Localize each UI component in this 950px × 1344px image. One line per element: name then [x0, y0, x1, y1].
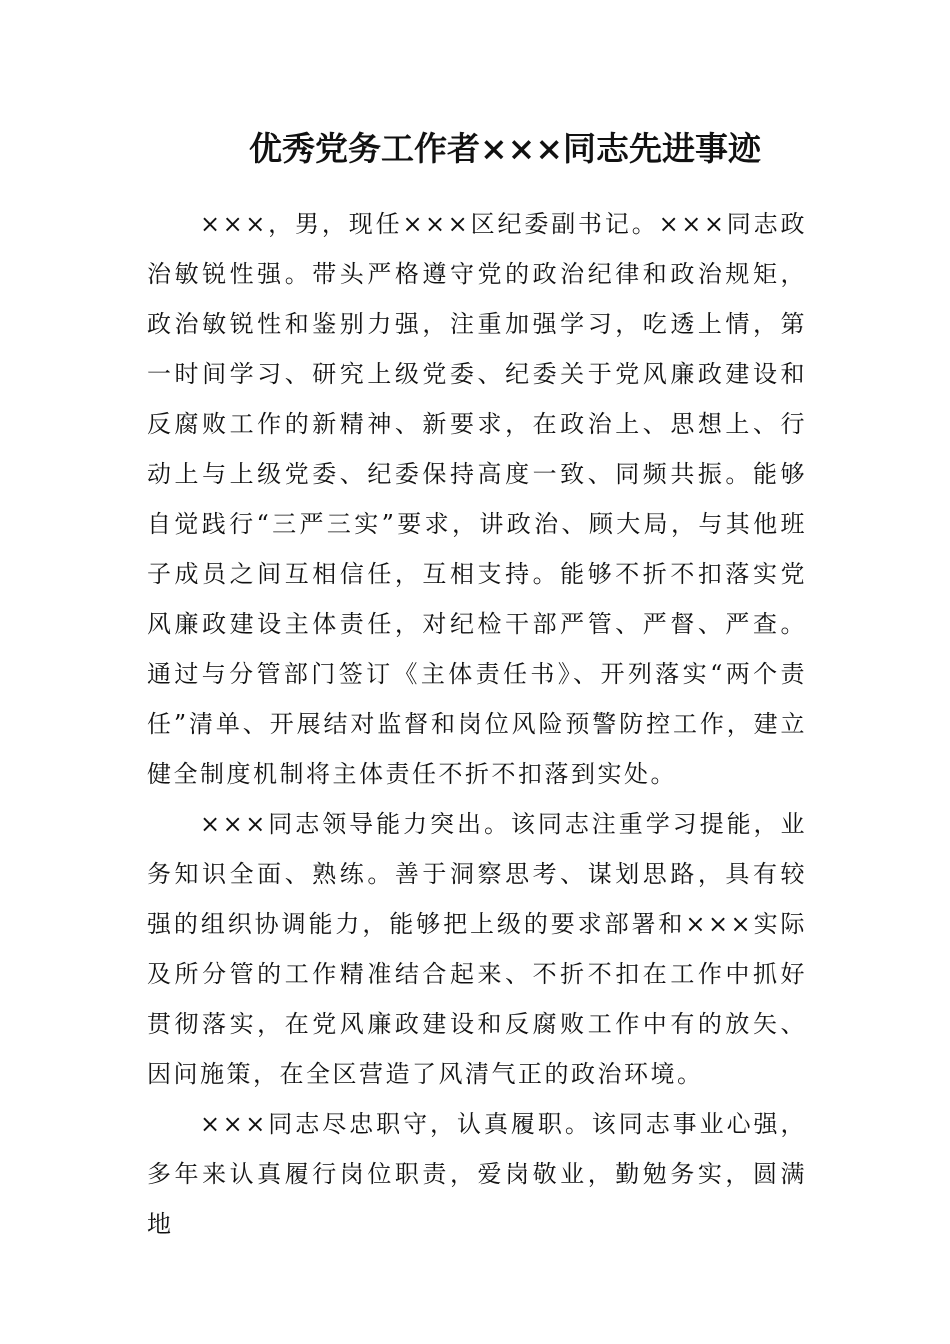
paragraph-3: ×××同志尽忠职守，认真履职。该同志事业心强，多年来认真履行岗位职责，爱岗敬业，勤勉务实，圆满地: [147, 1110, 807, 1238]
document-title: 优秀党务工作者×××同志先进事迹: [249, 129, 761, 168]
paragraph-1: ×××，男，现任×××区纪委副书记。×××同志政治敏锐性强。带头严格遵守党的政治纪律和政治规矩，政治敏锐性和鉴别力强，注重加强学习，吃透上情，第一时间学习、研究上级党委、纪委关于党风廉政建设和反腐败工作的新精神、新要求，在政治上、思想上、行动上与上级党委、纪委保持高度一致、同频共振。能够自觉践行“三严三实”要求，讲政治、顾大局，与其他班子成员之间互相信任，互相支持。能够不折不扣落实党风廉政建设主体责任，对纪检干部严管、严督、严查。通过与分管部门签订《主体责任书》、开列落实“两个责任”清单、开展结对监督和岗位风险预警防控工作，建立健全制度机制将主体责任不折不扣落到实处。: [147, 210, 807, 788]
paragraph-2: ×××同志领导能力突出。该同志注重学习提能，业务知识全面、熟练。善于洞察思考、谋划思路，具有较强的组织协调能力，能够把上级的要求部署和×××实际及所分管的工作精准结合起来、不折不扣在工作中抓好贯彻落实，在党风廉政建设和反腐败工作中有的放矢、因问施策，在全区营造了风清气正的政治环境。: [147, 810, 807, 1088]
document-body: [147, 199, 807, 1249]
